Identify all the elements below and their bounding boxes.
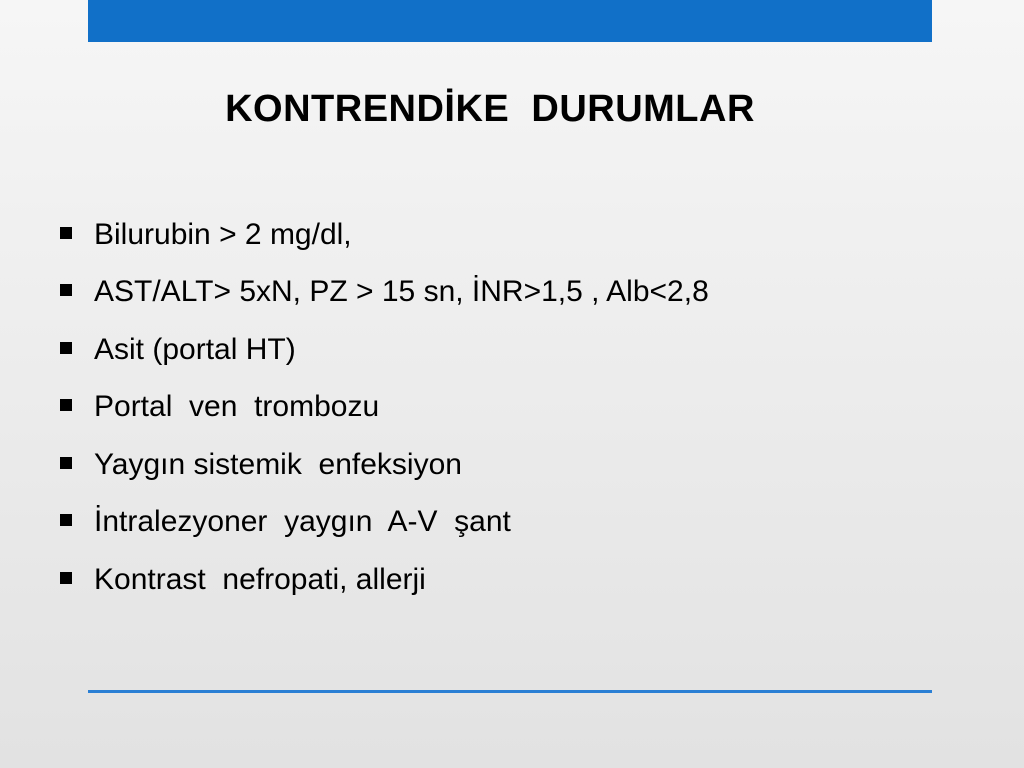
black-square-icon	[60, 514, 72, 526]
black-square-icon	[60, 342, 72, 354]
footer-divider	[88, 690, 932, 693]
bullet-text: Asit (portal HT)	[94, 332, 296, 366]
list-item	[60, 494, 709, 552]
bullet-text: İntralezyoner yaygın A-V şant	[94, 505, 511, 539]
black-square-icon	[60, 457, 72, 469]
list-item	[60, 321, 709, 379]
list-item	[60, 264, 709, 322]
slide-title: KONTRENDİKE DURUMLAR	[225, 88, 755, 130]
list-item	[60, 379, 709, 437]
black-square-icon	[60, 227, 72, 239]
bullet-text: Bilurubin > 2 mg/dl,	[94, 217, 352, 251]
bullet-text: AST/ALT> 5xN, PZ > 15 sn, İNR>1,5 , Alb<2,8	[94, 275, 709, 309]
black-square-icon	[60, 284, 72, 296]
list-item	[60, 206, 709, 264]
bullet-text: Kontrast nefropati, allerji	[94, 562, 426, 596]
bullet-text: Yaygın sistemik enfeksiyon	[94, 447, 462, 481]
black-square-icon	[60, 399, 72, 411]
list-item	[60, 551, 709, 609]
black-square-icon	[60, 572, 72, 584]
bullet-list	[60, 206, 709, 609]
list-item	[60, 436, 709, 494]
header-accent-bar	[88, 0, 932, 42]
bullet-text: Portal ven trombozu	[94, 390, 380, 424]
